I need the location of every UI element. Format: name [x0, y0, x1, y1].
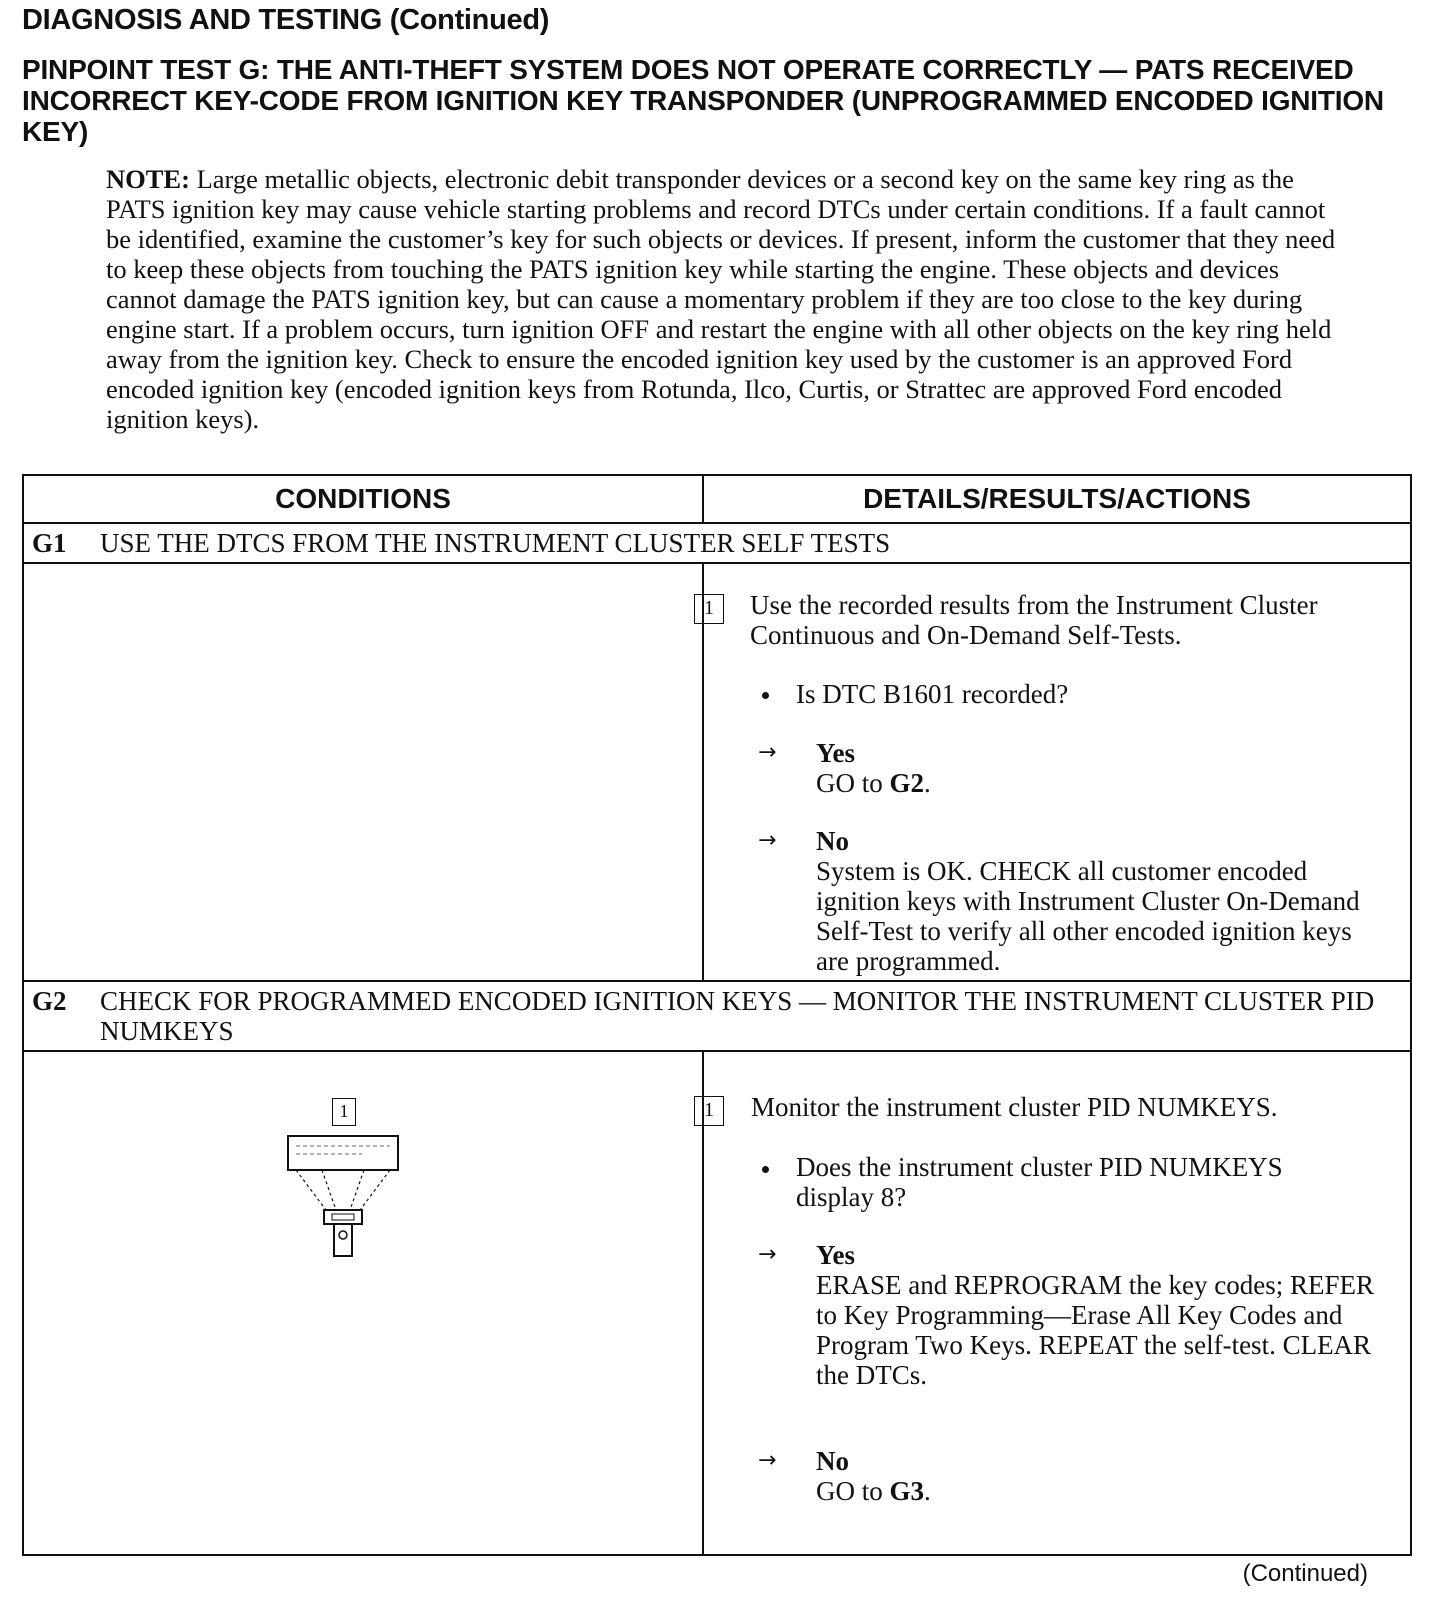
- step-title: USE THE DTCS FROM THE INSTRUMENT CLUSTER SELF TESTS: [100, 528, 891, 558]
- no-label: No: [816, 826, 849, 856]
- arrow-right-icon: →: [758, 828, 777, 853]
- note-label: NOTE:: [106, 164, 190, 194]
- arrow-right-icon: →: [758, 1242, 777, 1267]
- arrow-right-icon: →: [758, 1448, 777, 1473]
- arrow-right-icon: →: [758, 740, 777, 765]
- yes-action-text: GO to: [816, 768, 890, 798]
- no-action-text: GO to: [816, 1476, 890, 1506]
- step-instruction: Monitor the instrument cluster PID NUMKEYS.: [751, 1092, 1278, 1122]
- yes-action-ref: G2: [889, 768, 925, 798]
- page-header: DIAGNOSIS AND TESTING (Continued): [22, 4, 550, 36]
- step-instruction: Use the recorded results from the Instrument Cluster Continuous and On-Demand Self-Tests.: [750, 590, 1318, 650]
- step-box-number: 1: [694, 594, 724, 624]
- details-header: DETAILS/RESULTS/ACTIONS: [863, 483, 1251, 514]
- table-divider: [24, 562, 1410, 564]
- no-label: No: [816, 1446, 849, 1476]
- no-action-ref: G3: [889, 1476, 925, 1506]
- yes-action-suffix: .: [924, 768, 931, 798]
- yes-action: ERASE and REPROGRAM the key codes; REFER to Key Programming—Erase All Key Codes and Program Two Keys. REPEAT the self-test. CLEAR the DTCs.: [816, 1270, 1374, 1390]
- connector-icon: [324, 1210, 362, 1224]
- table-divider: [24, 522, 1410, 524]
- no-action-suffix: .: [924, 1476, 931, 1506]
- scan-tool-diagram: [282, 1132, 402, 1262]
- diagram-box-number: 1: [332, 1098, 356, 1126]
- no-action: System is OK. CHECK all customer encoded ignition keys with Instrument Cluster On-Demand Self-Test to verify all other encoded ignition keys are programmed.: [816, 856, 1360, 976]
- step-question: Is DTC B1601 recorded?: [796, 679, 1069, 709]
- note-text: Large metallic objects, electronic debit transponder devices or a second key on the same key ring as the PATS ignition key may cause vehicle starting problems and record DTCs under certain conditions. If a fault cannot be identified, examine the customer’s key for such objects or devices. If present, inform the customer that they need to keep these objects from touching the PATS ignition key while starting the engine. These objects and devices cannot damage the PATS ignition key, but can cause a momentary problem if they are too close to the key during engine start. If a problem occurs, turn ignition OFF and restart the engine with all other objects on the key ring held away from the ignition key. Check to ensure the encoded ignition key used by the customer is an approved Ford encoded ignition key (encoded ignition keys from Rotunda, Ilco, Curtis, or Strattec are approved Ford encoded ignition keys).: [106, 164, 1336, 434]
- yes-action: [816, 768, 931, 798]
- step-row-g2: [24, 986, 1410, 1050]
- bullet-icon: [762, 692, 769, 699]
- step-box-number: 1: [694, 1096, 724, 1126]
- continued-label: (Continued): [1242, 1560, 1368, 1587]
- bullet-icon: [762, 1166, 769, 1173]
- step-id: G2: [32, 986, 67, 1016]
- step-title: CHECK FOR PROGRAMMED ENCODED IGNITION KEYS — MONITOR THE INSTRUMENT CLUSTER PID NUMKEYS: [100, 986, 1375, 1046]
- step-id: G1: [32, 528, 67, 558]
- yes-label: Yes: [816, 1240, 855, 1270]
- table-divider: [24, 980, 1410, 982]
- step-question: Does the instrument cluster PID NUMKEYS display 8?: [796, 1152, 1283, 1212]
- table-divider: [24, 1050, 1410, 1052]
- yes-label: Yes: [816, 738, 855, 768]
- scan-tool-icon: [288, 1136, 398, 1170]
- conditions-header: CONDITIONS: [275, 483, 451, 514]
- no-action: [816, 1476, 931, 1506]
- pinpoint-test-title: PINPOINT TEST G: THE ANTI-THEFT SYSTEM DOES NOT OPERATE CORRECTLY — PATS RECEIVED INCORRECT KEY-CODE FROM IGNITION KEY TRANSPONDER (UNPROGRAMMED ENCODED IGNITION KEY): [22, 54, 1384, 147]
- pinpoint-test-table: [22, 474, 1412, 1556]
- column-divider: [702, 562, 704, 982]
- note-paragraph: [106, 164, 1336, 434]
- step-row-g1: [24, 528, 1410, 562]
